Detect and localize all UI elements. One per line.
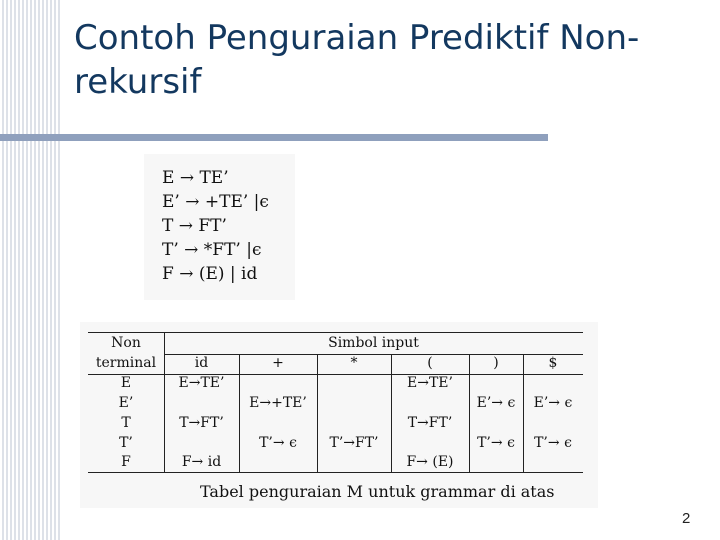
column-header: *: [350, 355, 358, 371]
table-divider: [469, 354, 470, 472]
column-header: +: [272, 355, 284, 371]
table-divider: [239, 354, 240, 472]
table-bottom-rule: [88, 472, 583, 473]
grammar-rule: E → TE’: [162, 168, 229, 188]
table-divider: [523, 354, 524, 472]
header-terminal: terminal: [95, 355, 157, 371]
table-divider: [317, 354, 318, 472]
row-nonterminal: E’: [118, 395, 134, 411]
title-underline-bar: [0, 134, 548, 141]
grammar-rule: E’ → +TE’ |ϵ: [162, 192, 269, 212]
parsing-table-image: [80, 322, 598, 508]
table-cell: E→TE’: [178, 375, 225, 391]
table-cell: T’→FT’: [329, 435, 379, 451]
table-cell: E→+TE’: [249, 395, 307, 411]
decorative-left-stripe: [0, 0, 62, 540]
column-header: ): [493, 355, 499, 371]
column-header: $: [548, 355, 558, 371]
header-non: Non: [111, 335, 141, 351]
table-cell: F→ (E): [406, 454, 454, 470]
header-simbol-input: Simbol input: [328, 335, 419, 351]
table-cell: T’→ ϵ: [477, 435, 515, 451]
table-cell: E’→ ϵ: [533, 395, 573, 411]
grammar-rule: F → (E) | id: [162, 264, 258, 284]
table-cell: T’→ ϵ: [259, 435, 297, 451]
table-cell: T→FT’: [179, 415, 224, 431]
table-cell: T’→ ϵ: [534, 435, 572, 451]
grammar-rule: T’ → *FT’ |ϵ: [162, 240, 262, 260]
row-nonterminal: T: [121, 415, 131, 431]
column-header: (: [427, 355, 433, 371]
grammar-rule: T → FT’: [162, 216, 227, 236]
table-cell: E→TE’: [407, 375, 453, 391]
table-caption: Tabel penguraian M untuk grammar di atas: [200, 482, 555, 501]
row-nonterminal: T’: [119, 435, 133, 451]
grammar-rules-box: [144, 154, 295, 300]
table-cell: E’→ ϵ: [476, 395, 516, 411]
column-header: id: [194, 355, 209, 371]
slide-title: Contoh Penguraian Prediktif Non-rekursif: [74, 18, 640, 102]
table-divider: [164, 332, 165, 472]
table-cell: T→FT’: [407, 415, 453, 431]
table-cell: F→ id: [181, 454, 222, 470]
row-nonterminal: F: [121, 454, 131, 470]
table-top-rule: [88, 332, 583, 333]
row-nonterminal: E: [120, 375, 132, 391]
page-number: 2: [682, 510, 691, 527]
